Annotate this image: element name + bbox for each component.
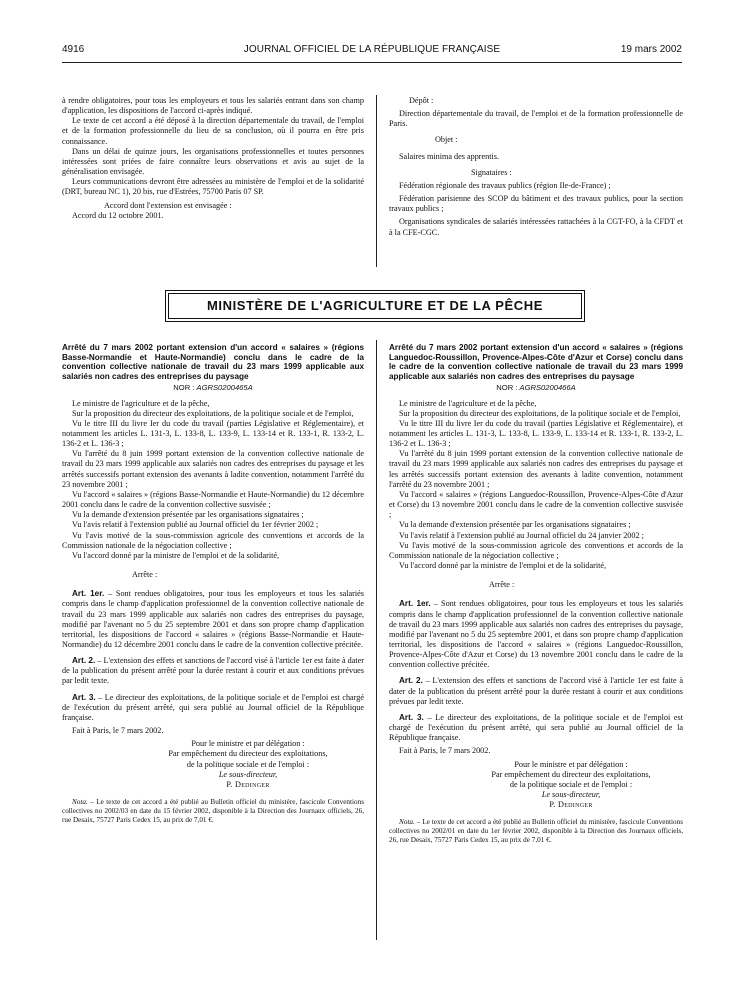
article-1: Art. 1er. – Sont rendues obligatoires, pour tous les employeurs et tous les salariés compris dans le champ d'application professionnel de la convention collective nationale de travail du 23 mars 1999 applicable aux salariés non cadres des entreprises du paysage, modifié par l'avenant no 5 du 25 septembre 2001, et dans son propre champ d'application territorial, les dispositions de l'accord « salaires » (régions Languedoc-Roussillon, Provence-Alpes-Côte d'Azur et Corse) du 13 novembre 2001 conclu dans le cadre de la convention collective précitée. bbox=[389, 599, 683, 670]
signature-line: Par empêchement du directeur des exploitations, bbox=[168, 749, 328, 759]
depot-label: Dépôt : bbox=[409, 96, 434, 105]
signataire-item: Fédération régionale des travaux publics (région Ile-de-France) ; bbox=[399, 180, 611, 190]
paragraph: Leurs communications devront être adressées au ministère de l'emploi et de la solidarité (DRT, bureau NC 1), 20 bis, rue d'Estrées, 75700 Paris 07 SP. bbox=[62, 177, 364, 197]
article-title: Arrêté du 7 mars 2002 portant extension d'un accord « salaires » (régions Languedoc-Roussillon, Provence-Alpes-Côte d'Azur et Corse) conclu dans le cadre de la convention collective nationale de travail du 23 mars 1999 applicable aux salariés non cadres des entreprises du paysage bbox=[389, 343, 683, 381]
visa: Vu l'avis relatif à l'extension publié au Journal officiel du 24 janvier 2002 ; bbox=[399, 530, 644, 540]
signature-title: Le sous-directeur, bbox=[541, 790, 601, 799]
signature-line: Pour le ministre et par délégation : bbox=[514, 759, 628, 769]
arrete-label: Arrête : bbox=[489, 580, 515, 590]
column-divider-main bbox=[376, 340, 377, 940]
signature-line: Par empêchement du directeur des exploitations, bbox=[491, 769, 651, 779]
top-right-column bbox=[389, 96, 683, 238]
fait-a-paris: Fait à Paris, le 7 mars 2002. bbox=[399, 746, 491, 756]
article-title: Arrêté du 7 mars 2002 portant extension d'un accord « salaires » (régions Basse-Normandie et Haute-Normandie) conclu dans le cadre de la convention collective nationale de travail du 23 mars 1999 applicable aux salariés non cadres des entreprises du paysage bbox=[62, 343, 364, 381]
visa: Vu l'accord « salaires » (régions Languedoc-Roussillon, Provence-Alpes-Côte d'Azur et Corse) du 13 novembre 2001 conclu dans le cadre de la convention collective susvisée ; bbox=[389, 489, 683, 520]
visa: Vu l'arrêté du 8 juin 1999 portant extension de la convention collective nationale de travail du 23 mars 1999 applicable aux salariés non cadres des entreprises du paysage et les arrêtés successifs portant extension des avenants à ladite convention, notamment l'arrêté du 23 novembre 2001 ; bbox=[389, 449, 683, 489]
nor-reference: NOR : AGRS0200465A bbox=[173, 383, 253, 393]
article-2: Art. 2. – L'extension des effets et sanctions de l'accord visé à l'article 1er est faite à dater de la publication du présent arrêté pour la durée restant à courir et aux conditions prévues par ledit texte. bbox=[389, 676, 683, 706]
article-3: Art. 3. – Le directeur des exploitations, de la politique sociale et de l'emploi est chargé de l'exécution du présent arrêté, qui sera publié au Journal officiel de la République française. bbox=[389, 712, 683, 743]
ministry-heading: MINISTÈRE DE L'AGRICULTURE ET DE LA PÊCHE bbox=[168, 293, 582, 319]
top-left-column bbox=[62, 96, 364, 221]
signature-line: de la politique sociale et de l'emploi : bbox=[186, 759, 310, 769]
visa: Vu l'accord « salaires » (régions Basse-Normandie et Haute-Normandie) du 12 décembre 2001 conclu dans le cadre de la convention collective susvisée ; bbox=[62, 489, 364, 510]
signatory-name: P. Dedinger bbox=[549, 800, 593, 810]
signature-title: Le sous-directeur, bbox=[218, 769, 278, 779]
depot-text: Direction départementale du travail, de l'emploi et de la formation professionnelle de Paris. bbox=[389, 109, 683, 129]
right-article bbox=[389, 343, 683, 845]
nota: Nota. – Le texte de cet accord a été publié au Bulletin officiel du ministère, fascicule Conventions collectives no 2002/03 en date du 15 février 2002, disponible à la Direction des Journaux officiels, 26, rue Desaix, 75727 Paris Cedex 15, au prix de 7,01 €. bbox=[62, 798, 364, 824]
signature-line: de la politique sociale et de l'emploi : bbox=[509, 779, 633, 789]
header-rule bbox=[62, 62, 682, 63]
article-3: Art. 3. – Le directeur des exploitations, de la politique sociale et de l'emploi est chargé de l'exécution du présent arrêté, qui sera publié au Journal officiel de la République française. bbox=[62, 692, 364, 722]
visa: Vu la demande d'extension présentée par les organisations signataires ; bbox=[72, 510, 304, 520]
accord-date: Accord du 12 octobre 2001. bbox=[72, 210, 164, 220]
left-article bbox=[62, 343, 364, 825]
page-number: 4916 bbox=[62, 44, 85, 55]
signataire-item: Organisations syndicales de salariés intéressées rattachées à la CGT-FO, à la CFDT et à la CFE-CGC. bbox=[389, 217, 683, 237]
visa: Le ministre de l'agriculture et de la pêche, bbox=[72, 398, 210, 408]
fait-a-paris: Fait à Paris, le 7 mars 2002. bbox=[72, 726, 164, 736]
objet-label: Objet : bbox=[435, 135, 458, 145]
paragraph: Le texte de cet accord a été déposé à la direction départementale du travail, de l'emploi et de la formation professionnelle du lieu de sa conclusion, où il pourra en être pris connaissance. bbox=[62, 116, 364, 146]
article-2: Art. 2. – L'extension des effets et sanctions de l'accord visé à l'article 1er est faite à dater de la publication du présent arrêté pour la durée restant à courir et aux conditions prévues par ledit texte. bbox=[62, 656, 365, 686]
visa: Sur la proposition du directeur des exploitations, de la politique sociale et de l'emploi, bbox=[72, 408, 354, 418]
visa: Sur la proposition du directeur des exploitations, de la politique sociale et de l'emploi, bbox=[399, 408, 681, 418]
paragraph: à rendre obligatoires, pour tous les employeurs et tous les salariés entrant dans son champ d'application, les dispositions de l'accord ci-après indiqué. bbox=[62, 96, 364, 116]
signatory-name: P. Dedinger bbox=[226, 779, 270, 789]
signature-line: Pour le ministre et par délégation : bbox=[191, 739, 305, 749]
visa: Vu le titre III du livre Ier du code du travail (parties Législative et Réglementaire), et notamment les articles L. 131-3, L. 133-8, L. 133-9, L. 133-14 et R. 133-1, R. 133-2, L. 136-2 et L. 136-3 ; bbox=[389, 418, 683, 449]
objet-text: Salaires minima des apprentis. bbox=[399, 151, 500, 161]
visa: Vu l'avis motivé de la sous-commission agricole des conventions et accords de la Commission nationale de la négociation collective ; bbox=[389, 540, 683, 560]
accord-label: Accord dont l'extension est envisagée : bbox=[104, 200, 232, 210]
visa: Vu le titre III du livre Ier du code du travail (parties Législative et Réglementaire), et notamment les articles L. 131-3, L. 133-8, L. 133-9, L. 133-14 et R. 133-1, R. 133-2, L. 136-2 et L. 136-3 ; bbox=[62, 418, 364, 449]
visa: Vu l'arrêté du 8 juin 1999 portant extension de la convention collective nationale de travail du 23 mars 1999 applicable aux salariés non cadres des entreprises du paysage et les arrêtés successifs portant extension des avenants à ladite convention, notamment l'arrêté du 23 novembre 2001 ; bbox=[62, 449, 364, 489]
page-header bbox=[62, 44, 682, 58]
nor-reference: NOR : AGRS0200466A bbox=[496, 383, 576, 393]
visa: Vu l'avis relatif à l'extension publié au Journal officiel du 1er février 2002 ; bbox=[72, 520, 319, 530]
visa: Vu l'avis motivé de la sous-commission agricole des conventions et accords de la Commission nationale de la négociation collective ; bbox=[62, 530, 364, 550]
issue-date: 19 mars 2002 bbox=[620, 44, 682, 55]
signataires-label: Signataires : bbox=[471, 167, 512, 177]
visa: Vu l'accord donné par la ministre de l'emploi et de la solidarité, bbox=[399, 561, 607, 571]
article-1: Art. 1er. – Sont rendues obligatoires, pour tous les employeurs et tous les salariés compris dans le champ d'application professionnel de la convention collective nationale de travail du 23 mars 1999 applicable aux salariés non cadres des entreprises du paysage, modifié par l'avenant no 5 du 25 septembre 2001 et dans son propre champ d'application territorial, les dispositions de l'accord « salaires » (régions Basse-Normandie et Haute-Normandie) du 12 décembre 2001 conclu dans le cadre de la convention collective précitée. bbox=[62, 589, 364, 649]
journal-title: JOURNAL OFFICIEL DE LA RÉPUBLIQUE FRANÇAISE bbox=[243, 44, 501, 55]
signataire-item: Fédération parisienne des SCOP du bâtiment et des travaux publics, pour la section travaux publics ; bbox=[389, 194, 683, 214]
arrete-label: Arrête : bbox=[132, 570, 158, 580]
visa: Vu la demande d'extension présentée par les organisations signataires ; bbox=[399, 520, 631, 530]
visa: Vu l'accord donné par la ministre de l'emploi et de la solidarité, bbox=[72, 550, 280, 560]
nota: Nota. – Le texte de cet accord a été publié au Bulletin officiel du ministère, fascicule Conventions collectives no 2002/01 en date du 1er février 2002, disponible à la Direction des Journaux officiels, 26, rue Desaix, 75727 Paris Cedex 15, au prix de 7,01 €. bbox=[389, 818, 683, 845]
column-divider-top bbox=[376, 95, 377, 267]
paragraph: Dans un délai de quinze jours, les organisations professionnelles et toutes personnes intéressées sont priées de faire connaître leurs observations et avis au sujet de la généralisation envisagée. bbox=[62, 146, 364, 177]
visa: Le ministre de l'agriculture et de la pêche, bbox=[399, 398, 537, 408]
